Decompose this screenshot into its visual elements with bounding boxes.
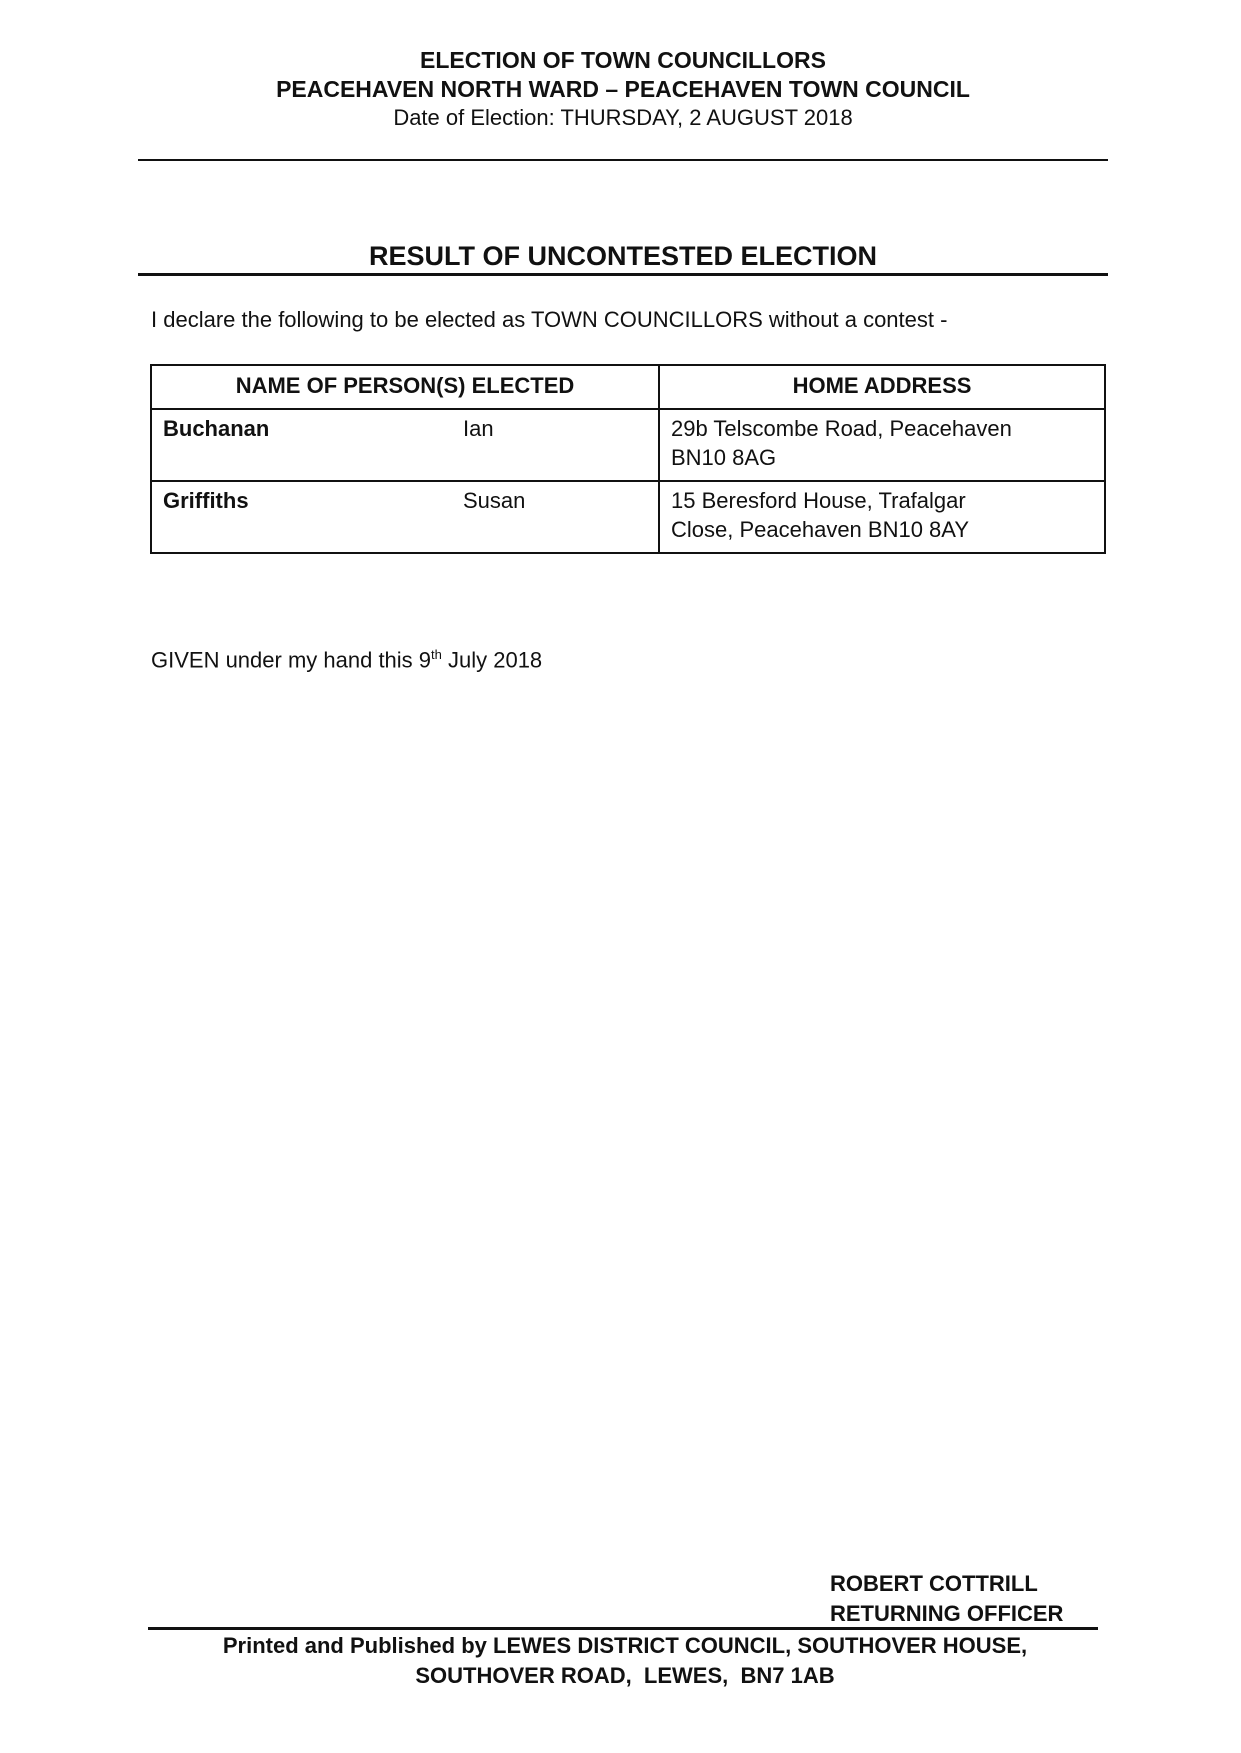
address-line: BN10 8AG [671, 445, 777, 470]
header-divider [138, 159, 1108, 161]
given-prefix: GIVEN under my hand this 9 [151, 647, 432, 673]
document-title: RESULT OF UNCONTESTED ELECTION [368, 241, 877, 271]
given-suffix: July 2018 [441, 647, 543, 673]
elected-persons-table [150, 364, 1106, 554]
given-ordinal: th [431, 647, 442, 662]
given-under-hand [151, 640, 542, 675]
address-cell [659, 481, 1105, 553]
declaration-text: I declare the following to be elected as TOWN COUNCILLORS without a contest - [151, 307, 948, 332]
officer-role: RETURNING OFFICER [830, 1601, 1064, 1626]
surname: Buchanan [163, 416, 270, 441]
publisher-footer [140, 1631, 1110, 1691]
officer-name: ROBERT COTTRILL [830, 1571, 1038, 1596]
election-heading: ELECTION OF TOWN COUNCILLORS [420, 47, 826, 73]
table-row [151, 409, 1105, 481]
footer-line: SOUTHOVER ROAD, LEWES, BN7 1AB [415, 1663, 835, 1688]
footer-line: Printed and Published by LEWES DISTRICT COUNCIL, SOUTHOVER HOUSE, [222, 1633, 1028, 1658]
table-header-row [151, 365, 1105, 409]
surname: Griffiths [163, 488, 249, 513]
address-cell [659, 409, 1105, 481]
title-underline [138, 273, 1108, 276]
forename: Susan [463, 488, 526, 513]
name-cell [151, 481, 659, 553]
address-line: 29b Telscombe Road, Peacehaven [671, 416, 1012, 441]
forename: Ian [463, 416, 494, 441]
table-row [151, 481, 1105, 553]
column-header-name: NAME OF PERSON(S) ELECTED [151, 365, 659, 409]
address-line: Close, Peacehaven BN10 8AY [671, 517, 969, 542]
election-date: Date of Election: THURSDAY, 2 AUGUST 2018 [393, 105, 853, 130]
footer-divider [148, 1627, 1098, 1630]
address-line: 15 Beresford House, Trafalgar [671, 488, 966, 513]
column-header-address: HOME ADDRESS [659, 365, 1105, 409]
name-cell [151, 409, 659, 481]
ward-heading: PEACEHAVEN NORTH WARD – PEACEHAVEN TOWN COUNCIL [276, 76, 970, 102]
